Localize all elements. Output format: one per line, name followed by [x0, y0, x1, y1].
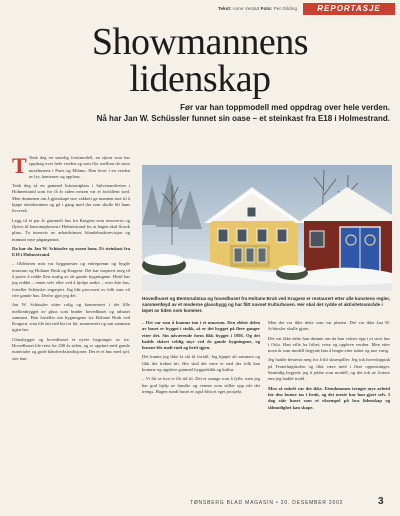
lead-line-1: Før var han toppmodell med oppdrag over hele verden. — [180, 103, 390, 112]
paragraph: – Vi får se hva vi får tid til. Det er mange rom å fylle, men jeg har god hjelp av familie og venner som stiller opp når det trengs. Hagen rundt huset er også blitt et eget prosjekt. — [142, 376, 260, 394]
page-footer — [190, 500, 343, 506]
photo-author: Per Gilding — [273, 6, 298, 11]
headline-line-1: Showmannens — [91, 21, 309, 63]
article-column-2 — [142, 320, 260, 490]
paragraph: Jan W. Schüssler sitter rolig og konsentrert i det lille mellombygget av glass som binder hovedhuset og uthuset sammen. Han forteller om bygningene fra Holtane Bruk ved Kragerø, som ble tatt ned bit for bit, nummerert og satt sammen igjen her. — [12, 302, 130, 333]
paragraph: Tenk deg en staselig foottmodell, en stjern som har oppdrag over hele verden og som flyr mellom de store motehusene i Paris og Milano. Han lever i en verden av lys, kameraer og applaus. — [28, 155, 130, 179]
page-number: 3 — [378, 496, 384, 507]
paragraph: Men så enkelt var det ikke. Eiendommen trengte mye arbeid før den kunne tas i bruk, og det meste har han gjort selv. I dag står huset som et eksempel på hva lidenskap og tålmodighet kan skape. — [268, 385, 390, 410]
drop-cap: T — [12, 155, 27, 178]
paragraph: Men det var ikke dette som var planen. Det var ikke Jan W. Schüssler skulle gjøre. — [268, 320, 390, 332]
text-author: Anne Vestad — [232, 6, 260, 11]
article-column-1 — [12, 155, 130, 487]
winter-house-illustration — [142, 165, 392, 291]
lead-line-2: Nå har Jan W. Schüssler funnet sin oase – et steinkast fra E18 i Holmestrand. — [96, 114, 390, 123]
paragraph: Det var ikke dette han drømte om da han vokste opp i et stort hus i Oslo. Han ville ha frihet, reise og oppleve verden. Men etter noen år som modell begynte han å lengte etter røtter og noe varig. — [268, 335, 390, 354]
issue-date: 20. DESEMBER 2002 — [280, 500, 344, 506]
paragraph: Legg til et par år gammelt hus fra Kragerø som renoveres og flyttes til hustomtplassen i Holmestrand for at hagen skal få nok plass. Ta tusenvis av arbeidstimer, blandebruksrevisjon og innmari mye pågangsmot. — [12, 217, 130, 242]
house-photo — [142, 165, 392, 291]
byline-credit — [218, 6, 297, 11]
paragraph: Glassbygget og hovedhuset er nyere bygninger av tre. Hovedhuset ble reist for 200 år siden, og er oppført med gamle materialer og gode håndverkstradisjoner. Det er et hus med sjel, sier han. — [12, 336, 130, 361]
photo-caption: Hovedhuset og Bentsrudstua og hovedhuset fra Holtane Bruk ved Kragerø er restaurert etter alle kunstens regler, sammenføyd av et moderne glassbygg og har fått navnet Kulturhaven. Her skal det rydde et aktivitetsområde i løpet av tiden som kommer. — [142, 296, 391, 313]
headline — [0, 21, 400, 100]
text-label: Tekst: — [218, 6, 232, 11]
paragraph: – Det var som å komme inn i et museum. Den eldste delen av huset er bygget i stokk, så er det bygget på flere ganger etter det. Sin nåværende form fikk bygget i 1805. Og det hadde skåret veldig mye ved de gamle bygningene, og husene ble malt rødt og hvitt igjen. — [142, 320, 260, 351]
paragraph: – Oldefaren min var byggmester og entreprenør og bygde museum og Holtane Bruk og Kragerø. Det har inspirert meg til å prøve å redde flest mulig av de gamle bygningene. Hittil har jeg reddet – enten selv eller ved å hjelpe andre – over åtte hus, forteller Schüssler engasjert. Jeg blir provosert av folk som vil rive gamle hus. Derfor gjør jeg det. — [12, 261, 130, 298]
paragraph: Det kunne jeg ikke la stå til forfall. Jeg kjøpte alt sammen og fikk det fraktet hit. Her skal det være et sted der folk kan komme og oppleve gammel byggeskikk og kultur. — [142, 354, 260, 373]
publication-name: TØNSBERG BLAD MAGASIN — [190, 500, 274, 506]
paragraph: Jeg hadde bestemt meg for å bli skuespiller. Jeg tok hovedopptak på Teaterhøgskolen og fikk være med i flere oppsetninger. Samtidig begynte jeg å jobbe som modell, og det tok av fortere enn jeg hadde trodd. — [268, 357, 390, 382]
footer-bullet: • — [275, 500, 279, 506]
paragraph: Da har du Jan W. Schüssler og oasen hans. Et steinkast fra E18 i Holmestrand. — [12, 245, 130, 258]
section-tag: REPORTASJE — [303, 3, 395, 15]
headline-line-2: lidenskap — [129, 58, 271, 100]
lead-paragraph — [70, 102, 390, 124]
photo-label: Foto: — [260, 6, 273, 11]
paragraph: Tenk deg så en gammel hustomtplass i Sølvstrandveien i Holmestrand som for få år siden nesten var et forfallent sted. Men drømmen om å gjenskape noe vakkert ga mannen mot til å kjøpe eiendommen og gå i gang med det som skulle bli hans livsverk. — [12, 183, 130, 214]
article-column-3 — [268, 320, 390, 490]
